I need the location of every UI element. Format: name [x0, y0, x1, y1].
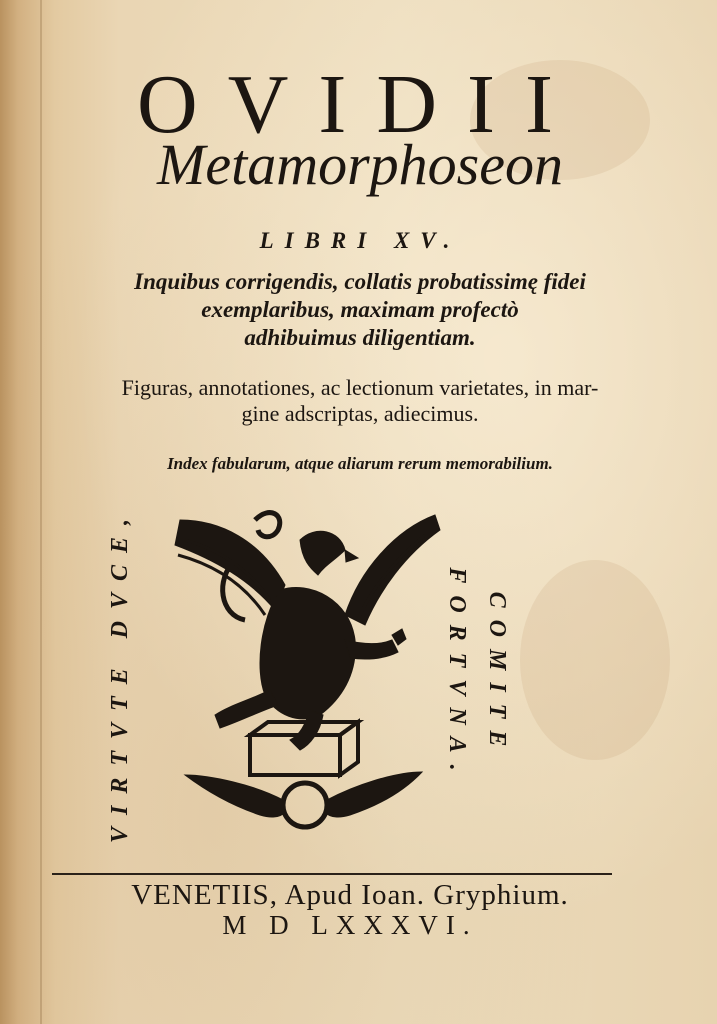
imprint-year: M D LXXXVI. [222, 910, 478, 940]
preface-line: exemplaribus, maximam profectò [201, 297, 519, 322]
note-line: gine adscriptas, adiecimus. [241, 401, 479, 426]
griffin-printer-mark-icon [160, 500, 450, 850]
note-line: Figuras, annotationes, ac lectionum varietates, in mar- [121, 375, 599, 400]
index-line: Index fabularum, atque aliarum rerum memorabilium. [167, 454, 553, 473]
books-count: LIBRI XV. [259, 228, 461, 253]
preface-line: Inquibus corrigendis, collatis probatissimę fidei [134, 269, 586, 294]
paper-stain [520, 560, 670, 760]
binding-gutter [40, 0, 42, 1024]
preface-text [60, 268, 660, 352]
imprint-place-printer: VENETIIS, Apud Ioan. Gryphium. [131, 879, 569, 911]
motto-right: COMITE FORTVNA. [444, 567, 510, 783]
work-title: Metamorphoseon [157, 132, 563, 197]
preface-line: adhibuimus diligentiam. [244, 325, 476, 350]
author-title: OVIDII [137, 58, 583, 151]
motto-left: VIRTVTE DVCE, [107, 506, 133, 844]
imprint-rule [52, 873, 612, 875]
note-text [60, 375, 660, 427]
